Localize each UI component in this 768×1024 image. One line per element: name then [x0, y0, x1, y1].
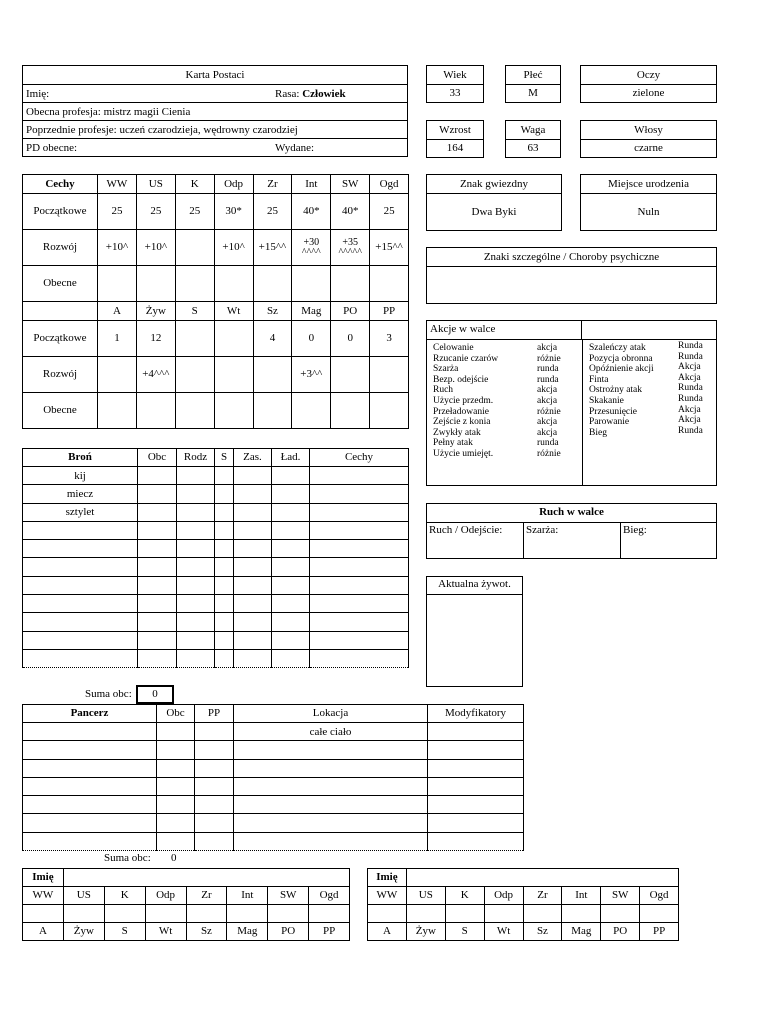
npc-stat-header: PO: [268, 923, 309, 941]
armour-location: [234, 814, 428, 832]
armour-location: [234, 759, 428, 777]
armour-header: Lokacja: [234, 705, 428, 723]
armour-location: [234, 796, 428, 814]
npc-stat-header: Żyw: [406, 923, 445, 941]
npc-stat-header: Odp: [484, 887, 523, 905]
weapons-total-value: 0: [136, 685, 174, 704]
weapon-name: [23, 576, 138, 594]
combat-action-type: runda: [537, 374, 559, 385]
star-sign-box: [426, 174, 562, 231]
armour-total-label: Suma obc:: [104, 852, 151, 864]
combat-action-name: Parowanie: [589, 417, 630, 428]
stat-value: 12: [136, 321, 175, 357]
npc-stat-header: K: [104, 887, 145, 905]
combat-action-name: Przeładowanie: [433, 406, 489, 417]
advance-value: [253, 357, 292, 393]
npc-stat-header: SW: [268, 887, 309, 905]
combat-movement-title: Ruch w walce: [427, 504, 716, 523]
combat-action-name: Celowanie: [433, 343, 474, 353]
stat-header: Ogd: [370, 175, 409, 194]
combat-action-name: Ostrożny atak: [589, 385, 643, 396]
current-career-label: Obecna profesja:: [26, 105, 101, 118]
combat-action-type: Akcja: [678, 362, 701, 373]
current-wounds-box: [426, 576, 523, 687]
distinguishing-marks-label: Znaki szczególne / Choroby psychiczne: [427, 248, 717, 267]
characteristics-title: Cechy: [23, 175, 98, 194]
advance-value: +10^: [136, 230, 175, 266]
npc-stat-header: S: [104, 923, 145, 941]
weapon-row: [23, 521, 409, 539]
weight-box: [505, 120, 561, 158]
stat-value: 1: [98, 321, 137, 357]
weapon-row: [23, 595, 409, 613]
weapon-name: [23, 521, 138, 539]
combat-action-type: Runda: [678, 351, 703, 362]
advance-value: +30 ^^^^: [292, 230, 331, 266]
weapon-row: [23, 576, 409, 594]
stat-value: 25: [136, 194, 175, 230]
combat-action-type: runda: [537, 364, 559, 375]
armour-location: [234, 741, 428, 759]
combat-action-name: Opóźnienie akcji: [589, 364, 654, 375]
combat-action-name: Zwykły atak: [433, 427, 481, 438]
advance-value: +15^^: [253, 230, 292, 266]
character-header-box: [22, 65, 408, 157]
combat-action-name: Bezp. odejście: [433, 374, 489, 385]
weapon-header: Ład.: [272, 449, 310, 467]
stat-header: A: [98, 302, 137, 321]
advance-value: +35 ^^^^^: [331, 230, 370, 266]
stat-header: PO: [331, 302, 370, 321]
weapon-row: [23, 631, 409, 649]
combat-action-type: akcja: [537, 417, 558, 428]
combat-action-name: Zejście z konia: [433, 417, 491, 428]
combat-action-name: Przesunięcie: [589, 406, 638, 417]
weapons-total-label: Suma obc:: [85, 688, 132, 700]
advance-value: [331, 357, 370, 393]
row-label-advance: Rozwój: [23, 230, 98, 266]
stat-value: 30*: [214, 194, 253, 230]
xp-spent-label: Wydane:: [275, 142, 315, 154]
weapon-header: S: [215, 449, 234, 467]
star-sign-label: Znak gwiezdny: [427, 175, 562, 194]
weapon-name: [23, 558, 138, 576]
armour-location: [234, 777, 428, 795]
weight-label: Waga: [506, 121, 561, 140]
weapon-row: [23, 540, 409, 558]
combat-action-name: Bieg: [589, 427, 607, 438]
combat-action-name: Skakanie: [589, 395, 624, 406]
birthplace-value: Nuln: [581, 194, 717, 231]
eyes-box: [580, 65, 717, 103]
birthplace-box: [580, 174, 717, 231]
stat-value: 4: [253, 321, 292, 357]
stat-header: US: [136, 175, 175, 194]
stat-header: PP: [370, 302, 409, 321]
armour-location: [234, 832, 428, 850]
age-box: [426, 65, 484, 103]
stat-value: 40*: [292, 194, 331, 230]
combat-movement-box: [426, 503, 717, 559]
xp-current-label: PD obecne:: [26, 142, 78, 154]
stat-header: Int: [292, 175, 331, 194]
stat-header: Zr: [253, 175, 292, 194]
advance-value: [175, 230, 214, 266]
weapon-header: Cechy: [310, 449, 409, 467]
birthplace-label: Miejsce urodzenia: [581, 175, 717, 194]
combat-action-type: Akcja: [678, 372, 701, 383]
npc-stat-header: K: [445, 887, 484, 905]
armour-table: [22, 704, 524, 851]
combat-action-name: Użycie umiejęt.: [433, 448, 494, 459]
stat-value: 40*: [331, 194, 370, 230]
weapons-table: [22, 448, 409, 668]
combat-action-type: różnie: [537, 406, 561, 417]
npc-stat-header: PP: [309, 923, 350, 941]
npc-stat-header: PP: [640, 923, 679, 941]
npc-stat-header: Ogd: [640, 887, 679, 905]
combat-action-type: Runda: [678, 341, 703, 351]
stat-header: S: [175, 302, 214, 321]
combat-action-type: Akcja: [678, 404, 701, 415]
combat-action-name: Szaleńczy atak: [589, 343, 646, 353]
row-label-advance: Rozwój: [23, 357, 98, 393]
combat-action-name: Finta: [589, 374, 609, 385]
stat-value: 3: [370, 321, 409, 357]
npc-stat-header: Żyw: [63, 923, 104, 941]
advance-value: +4^^^: [136, 357, 175, 393]
npc-stat-header: Int: [562, 887, 601, 905]
height-value: 164: [427, 140, 484, 158]
npc-stat-header: US: [406, 887, 445, 905]
armour-row: [23, 723, 524, 741]
stat-value: 0: [292, 321, 331, 357]
sex-label: Płeć: [506, 66, 561, 85]
weapon-header: Broń: [23, 449, 138, 467]
age-value: 33: [427, 85, 484, 103]
npc-stat-header: Zr: [523, 887, 562, 905]
armour-row: [23, 777, 524, 795]
stat-header: WW: [98, 175, 137, 194]
current-wounds-label: Aktualna żywot.: [427, 577, 522, 595]
armour-header: Pancerz: [23, 705, 157, 723]
advance-value: [214, 357, 253, 393]
combat-actions-title: Akcje w walce: [427, 321, 582, 340]
npc-name-label: Imię: [368, 869, 407, 887]
current-career-value: mistrz magii Cienia: [103, 105, 191, 118]
stat-value: 25: [370, 194, 409, 230]
eyes-value: zielone: [581, 85, 717, 103]
race-value: Człowiek: [302, 87, 346, 100]
stat-value: 0: [331, 321, 370, 357]
hair-box: [580, 120, 717, 158]
armour-location: całe ciało: [234, 723, 428, 741]
previous-careers-label: Poprzednie profesje:: [26, 123, 117, 136]
stat-header: Mag: [292, 302, 331, 321]
star-sign-value: Dwa Byki: [427, 194, 562, 231]
npc-stat-header: Zr: [186, 887, 227, 905]
weight-value: 63: [506, 140, 561, 158]
armour-row: [23, 796, 524, 814]
armour-row: [23, 741, 524, 759]
npc-stat-header: Int: [227, 887, 268, 905]
npc-stat-header: A: [368, 923, 407, 941]
advance-value: +10^: [214, 230, 253, 266]
armour-header: PP: [195, 705, 234, 723]
row-label-starting: Początkowe: [23, 194, 98, 230]
npc-stat-header: Odp: [145, 887, 186, 905]
armour-row: [23, 759, 524, 777]
npc-table-2: [367, 868, 679, 941]
weapon-name: [23, 595, 138, 613]
combat-action-type: akcja: [537, 427, 558, 438]
weapon-name: sztylet: [23, 503, 138, 521]
stat-value: [214, 321, 253, 357]
npc-stat-header: Wt: [484, 923, 523, 941]
advance-value: +3^^: [292, 357, 331, 393]
npc-stat-header: S: [445, 923, 484, 941]
weapon-name: [23, 540, 138, 558]
combat-action-type: akcja: [537, 385, 558, 396]
combat-action-name: Rzucanie czarów: [433, 353, 499, 364]
advance-value: [98, 357, 137, 393]
armour-header: Obc: [157, 705, 195, 723]
eyes-label: Oczy: [581, 66, 717, 85]
weapon-name: [23, 649, 138, 667]
weapon-row: [23, 613, 409, 631]
weapon-header: Zas.: [234, 449, 272, 467]
stat-value: [175, 321, 214, 357]
weapon-header: Obc: [138, 449, 177, 467]
combat-action-type: Akcja: [678, 415, 701, 426]
stat-header: Wt: [214, 302, 253, 321]
npc-stat-header: Sz: [523, 923, 562, 941]
weapon-row: [23, 467, 409, 485]
npc-table-1: [22, 868, 350, 941]
weapon-row: [23, 649, 409, 667]
stat-value: 25: [175, 194, 214, 230]
stat-header: SW: [331, 175, 370, 194]
combat-action-name: Pozycja obronna: [589, 353, 653, 364]
npc-stat-header: A: [23, 923, 64, 941]
combat-action-name: Pełny atak: [433, 438, 473, 449]
combat-action-type: Runda: [678, 425, 703, 436]
armour-row: [23, 832, 524, 850]
weapon-name: [23, 613, 138, 631]
stat-value: 25: [98, 194, 137, 230]
move-label: Ruch / Odejście:: [427, 523, 524, 558]
combat-action-type: różnie: [537, 353, 561, 364]
sex-value: M: [506, 85, 561, 103]
combat-action-type: Runda: [678, 393, 703, 404]
combat-action-name: Użycie przedm.: [433, 395, 494, 406]
combat-action-type: Runda: [678, 383, 703, 394]
sex-box: [505, 65, 561, 103]
advance-value: [370, 357, 409, 393]
weapon-name: kij: [23, 467, 138, 485]
stat-header: K: [175, 175, 214, 194]
weapon-row: [23, 485, 409, 503]
race-label: Rasa:: [275, 87, 300, 100]
charge-label: Szarża:: [524, 523, 621, 558]
npc-stat-header: Sz: [186, 923, 227, 941]
name-label: Imię:: [26, 87, 50, 100]
combat-action-type: akcja: [537, 343, 558, 353]
run-label: Bieg:: [623, 524, 647, 536]
sheet-title: Karta Postaci: [185, 69, 245, 81]
distinguishing-marks-box: [426, 247, 717, 304]
row-label-starting: Początkowe: [23, 321, 98, 357]
weapon-name: [23, 631, 138, 649]
combat-actions-box: [426, 320, 717, 486]
npc-stat-header: SW: [601, 887, 640, 905]
hair-label: Włosy: [581, 121, 717, 140]
npc-stat-header: Mag: [227, 923, 268, 941]
age-label: Wiek: [427, 66, 484, 85]
npc-stat-header: Wt: [145, 923, 186, 941]
stat-header: Żyw: [136, 302, 175, 321]
npc-name-label: Imię: [23, 869, 64, 887]
armour-total-value: 0: [171, 852, 177, 864]
armour-header: Modyfikatory: [428, 705, 524, 723]
height-label: Wzrost: [427, 121, 484, 140]
characteristics-table: [22, 174, 409, 429]
npc-stat-header: WW: [23, 887, 64, 905]
stat-header: Sz: [253, 302, 292, 321]
weapon-row: [23, 503, 409, 521]
weapon-name: miecz: [23, 485, 138, 503]
advance-value: +10^: [98, 230, 137, 266]
weapon-row: [23, 558, 409, 576]
weapon-header: Rodz: [177, 449, 215, 467]
combat-action-type: różnie: [537, 448, 561, 459]
armour-row: [23, 814, 524, 832]
advance-value: +15^^: [370, 230, 409, 266]
combat-action-name: Ruch: [433, 385, 454, 396]
row-label-current: Obecne: [23, 266, 98, 302]
combat-action-type: akcja: [537, 395, 558, 406]
npc-stat-header: WW: [368, 887, 407, 905]
combat-action-name: Szarża: [433, 364, 459, 375]
combat-action-type: runda: [537, 438, 559, 449]
stat-value: 25: [253, 194, 292, 230]
npc-stat-header: Ogd: [309, 887, 350, 905]
height-box: [426, 120, 484, 158]
npc-stat-header: Mag: [562, 923, 601, 941]
previous-careers-value: uczeń czarodzieja, wędrowny czarodziej: [119, 123, 298, 136]
npc-stat-header: US: [63, 887, 104, 905]
advance-value: [175, 357, 214, 393]
stat-header: Odp: [214, 175, 253, 194]
npc-stat-header: PO: [601, 923, 640, 941]
hair-value: czarne: [581, 140, 717, 158]
row-label-current: Obecne: [23, 393, 98, 429]
